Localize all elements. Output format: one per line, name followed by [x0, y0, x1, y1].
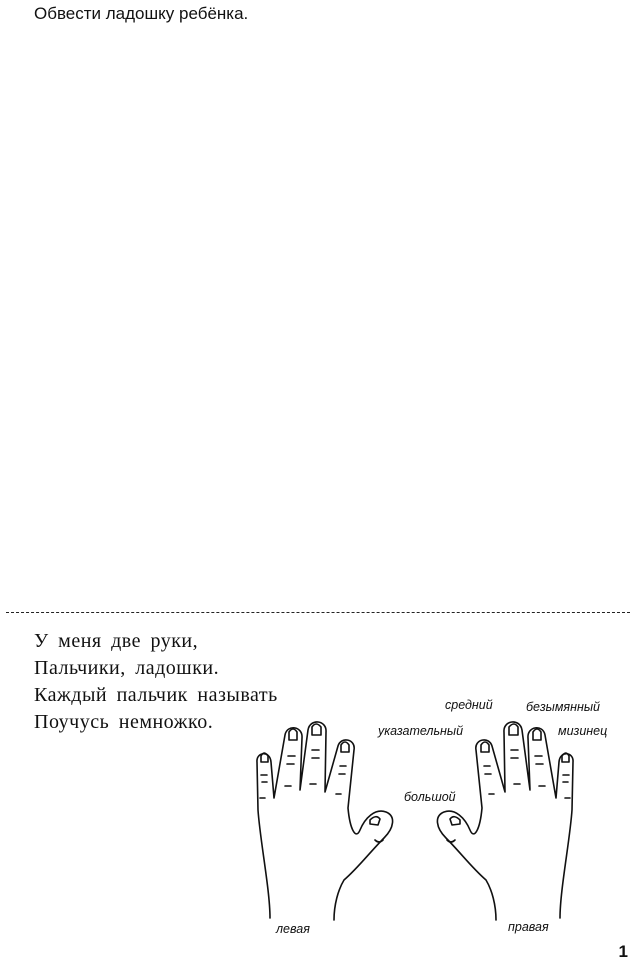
label-right-hand: правая — [508, 920, 549, 934]
label-index-finger: указательный — [378, 724, 464, 738]
label-pinky-finger: мизинец — [558, 724, 608, 738]
poem-line: Каждый пальчик называть — [34, 684, 278, 706]
right-hand — [437, 722, 573, 920]
label-thumb: большой — [404, 790, 456, 804]
poem-line: Пальчики, ладошки. — [34, 657, 220, 679]
poem-line: Поучусь немножко. — [34, 711, 214, 733]
label-middle-finger: средний — [445, 698, 493, 712]
left-hand — [257, 722, 393, 920]
label-ring-finger: безымянный — [526, 700, 601, 714]
instruction-text: Обвести ладошку ребёнка. — [34, 4, 249, 23]
page-number: 1 — [618, 942, 628, 961]
poem-line: У меня две руки, — [34, 630, 199, 652]
hands-illustration — [230, 690, 610, 950]
cut-line — [6, 612, 630, 613]
label-left-hand: левая — [276, 922, 310, 936]
